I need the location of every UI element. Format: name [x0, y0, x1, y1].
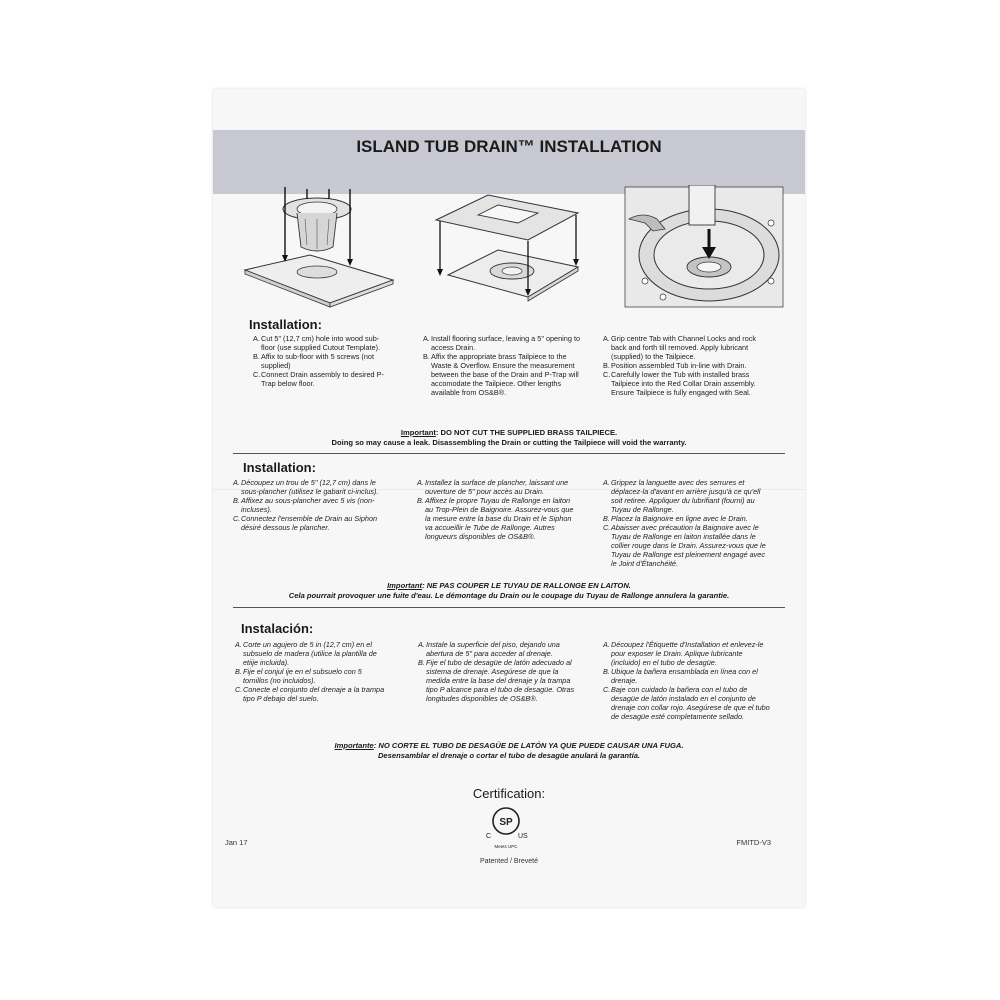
page-title: ISLAND TUB DRAIN™ INSTALLATION [356, 137, 662, 156]
document-code: FMITD-V3 [736, 838, 771, 847]
list-item: B. Affixez le propre Tuyau de Rallonge en laiton au Trop-Plein de Baignoire. Assurez-vous que la mesure entre la base du Drain et le Siphon va accueillir le Tube de Rallonge. Autres longueurs disponibles de OS&B®. [417, 496, 574, 541]
list-item: C. Abaisser avec précaution la Baignoire avec le Tuyau de Rallonge en laiton installée dans le collier rouge dans le Drain. Assurez-vous que le Tuyau de Rallonge est pleinement engagé avec le Joint d'Étanchéité. [603, 523, 766, 568]
spanish-step-column-2 [418, 640, 578, 703]
list-item: A. Installez la surface de plancher, laissant une ouverture de 5" pour accès au Drain. [417, 478, 569, 496]
spanish-heading: Instalación: [241, 621, 314, 636]
list-item: B. Position assembled Tub in-line with Drain. [603, 361, 747, 370]
csa-logo [478, 802, 534, 852]
english-step-column-2 [423, 334, 583, 397]
list-item: C. Conecte el conjunto del drenaje a la trampa tipo P debajo del suelo. [235, 685, 385, 703]
list-item: B. Fije el tubo de desagüe de latón adecuado al sistema de drenaje. Asegúrese de que la medida entre la base del drenaje y la trampa tipo P alcance para el tubo de desagüe. Otras longitudes disponibles de OS&B®. [418, 658, 575, 703]
csa-c-text: C [486, 833, 492, 840]
spanish-important-notice: Importante: NO CORTE EL TUBO DE DESAGÜE DE LATÓN YA QUE PUEDE CAUSAR UNA FUGA. Desensamblar el drenaje o cortar el tubo de desagüe anulará la garantía. [334, 741, 684, 760]
spanish-step-column-1 [235, 640, 385, 703]
list-item: B. Ubique la bañera ensamblada en línea con el drenaje. [603, 667, 758, 685]
list-item: B. Affix to sub-floor with 5 screws (not supplied) [253, 352, 375, 370]
list-item: B. Fije el conjul ije en el subsuelo con 5 tornillos (no incluidos). [235, 667, 362, 685]
list-item: A. Instale la superficie del piso, dejando una abertura de 5" para acceder al drenaje. [418, 640, 560, 658]
french-heading: Installation: [243, 460, 316, 475]
list-item: A. Corte un agujero de 5 in (12,7 cm) en el subsuelo de madera (utilice la plantilla de etiije incluida). [235, 640, 377, 667]
list-item: A. Install flooring surface, leaving a 5" opening to access Drain. [423, 334, 581, 352]
figure-drain-subfloor [235, 185, 400, 310]
csa-mark-text: SP [499, 817, 513, 828]
list-item: B. Placez la Baignoire en ligne avec le Drain. [603, 514, 748, 523]
french-step-column-3 [603, 478, 771, 568]
list-item: C. Connectez l'ensemble de Drain au Siphon désiré dessous le plancher. [233, 514, 378, 532]
english-step-column-1 [253, 334, 393, 388]
list-item: C. Carefully lower the Tub with installed brass Tailpiece into the Red Collar Drain assembly. Ensure Tailpiece is fully engaged with Seal. [603, 370, 756, 397]
patent-notice: Patented / Breveté [480, 858, 538, 865]
list-item: C. Connect Drain assembly to desired P-Trap below floor. [253, 370, 384, 388]
english-heading: Installation: [249, 317, 322, 332]
french-step-column-2 [417, 478, 575, 541]
english-important-notice: Important: DO NOT CUT THE SUPPLIED BRASS TAILPIECE. Doing so may cause a leak. Disassembling the Drain or cutting the Tailpiece will void the warranty. [331, 428, 687, 447]
revision-date: Jan 17 [225, 838, 248, 847]
spanish-step-column-3 [603, 640, 773, 721]
list-item: B. Affixez au sous-plancher avec 5 vis (non-incluses). [233, 496, 375, 514]
certification-label: Certification: [472, 786, 546, 801]
list-item: A. Découpez l'Étiquette d'Installation et enlevez-le pour exposer le Drain. Aplique lubricante (incluido) en el tubo de desagüe. [603, 640, 764, 667]
figure-flooring-frame [428, 185, 593, 310]
instruction-sheet [213, 89, 805, 907]
list-item: A. Cut 5" (12,7 cm) hole into wood sub-floor (use supplied Cutout Template). [253, 334, 381, 352]
list-item: C. Baje con cuidado la bañera con el tubo de desagüe de latón instalado en el conjunto de drenaje con collar rojo. Asegúrese de que el tubo de desagüe esté completamente sellado. [603, 685, 770, 721]
figure-tub-into-drain [623, 185, 788, 310]
list-item: A. Découpez un trou de 5" (12,7 cm) dans le sous-plancher (utilisez le gabarit ci-inclus). [233, 478, 379, 496]
csa-us-text: US [518, 833, 528, 840]
section-divider [233, 453, 785, 454]
french-step-column-1 [233, 478, 383, 532]
section-divider [233, 607, 785, 608]
csa-note-text: Meets UPC [494, 844, 518, 849]
list-item: A. Grip centre Tab with Channel Locks and rock back and forth till removed. Apply lubricant (supplied) to the Tailpiece. [603, 334, 757, 361]
list-item: A. Grippez la languette avec des serrures et déplacez-la d'avant en arrière jusqu'à ce qu'ell soit retiree. Appliquer du lubrifiant (fourni) au Tuyau de Rallonge. [603, 478, 761, 514]
french-important-notice: Important: NE PAS COUPER LE TUYAU DE RALLONGE EN LAITON. Cela pourrait provoquer une fuite d'eau. Le démontage du Drain ou le coupage du Tuyau de Rallonge annulera la garantie. [288, 581, 730, 600]
english-step-column-3 [603, 334, 771, 397]
list-item: B. Affix the appropriate brass Tailpiece to the Waste & Overflow. Ensure the measurement between the base of the Drain and P-Trap will accomodate the Tailpiece. Other lengths available from OS&B®. [423, 352, 579, 397]
